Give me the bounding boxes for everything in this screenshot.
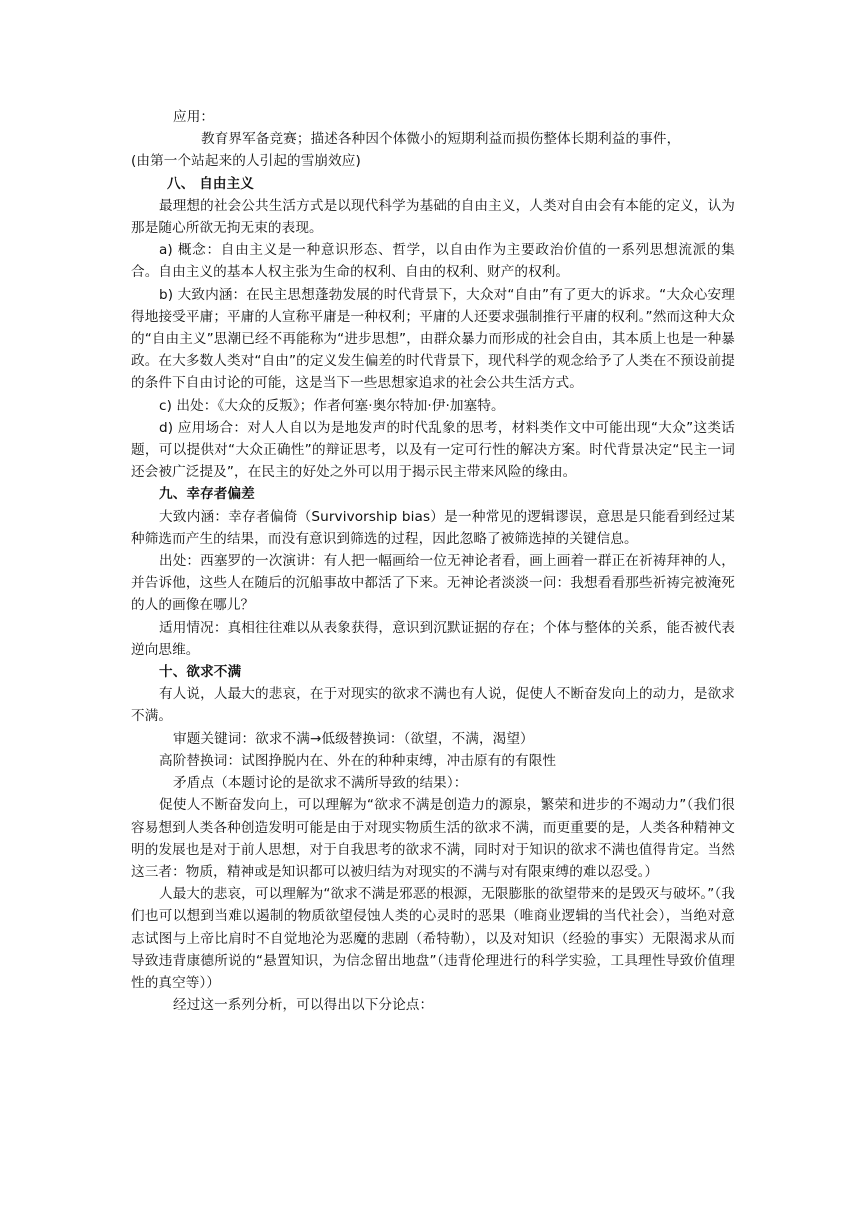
section-8-intro: 最理想的社会公共生活方式是以现代科学为基础的自由主义，人类对自由会有本能的定义，认为那是随心所欲无拘无束的表现。: [131, 197, 735, 237]
apply-label: 应用：: [173, 109, 215, 125]
section-10-advanced-keywords: 高阶替换词：试图挣脱内在、外在的种种束缚，冲击原有的有限性: [159, 752, 557, 769]
section-9-heading: 九、幸存者偏差: [159, 486, 255, 503]
apply-note: (由第一个站起来的人引起的雪崩效应): [131, 153, 361, 170]
section-10-prompt: 有人说，人最大的悲哀，在于对现实的欲求不满也有人说，促使人不断奋发向上的动力，是欲求不满。: [131, 686, 735, 725]
section-8-meaning: b) 大致内涵：在民主思想蓬勃发展的时代背景下，大众对“自由”有了更大的诉求。“大众心安理得地接受平庸；平庸的人宣称平庸是一种权利；平庸的人还要求强制推行平庸的权利。”然而这种大众的“自由主义”思潮已经不再能称为“进步思想”，由群众暴力而形成的社会自由，其本质上也是一种暴政。在大多数人类对“自由”的定义发生偏差的时代背景下，现代科学的观念给予了人类在不预设前提的条件下自由讨论的可能，这是当下一些思想家追求的社会公共生活方式。: [131, 286, 735, 392]
section-8-source: c) 出处：《大众的反叛》；作者何塞·奥尔特加·伊·加塞特。: [159, 397, 505, 414]
section-10-positive: 促使人不断奋发向上，可以理解为“欲求不满是创造力的源泉，繁荣和进步的不竭动力”（我们很容易想到人类各种创造发明可能是由于对现实物质生活的欲求不满，而更重要的是，人类各种精神文明的发展也是对于前人思想，对于自我思考的欲求不满，同时对于知识的欲求不满也值得肯定。当然这三者：物质，精神或是知识都可以被归结为对现实的不满与对有限束缚的难以忍受。）: [131, 797, 735, 880]
section-9-usage: 适用情况：真相往往难以从表象获得，意识到沉默证据的存在；个体与整体的关系，能否被代表逆向思维。: [131, 619, 735, 658]
section-10-focus: 矛盾点（本题讨论的是欲求不满所导致的结果）：: [173, 775, 468, 792]
section-8-heading: 八、 自由主义: [167, 175, 254, 192]
section-9-source: 出处：西塞罗的一次演讲：有人把一幅画给一位无神论者看，画上画着一群正在祈祷拜神的人，并告诉他，这些人在随后的沉船事故中都活了下来。无神论者淡淡一问：我想看看那些祈祷完被淹死的人的画像在哪儿？: [131, 553, 735, 614]
section-10-conclusion: 经过这一系列分析，可以得出以下分论点：: [173, 997, 434, 1014]
section-8-application: d) 应用场合：对人人自以为是地发声的时代乱象的思考，材料类作文中可能出现“大众”这类话题，可以提供对“大众正确性”的辩证思考，以及有一定可行性的解决方案。时代背景决定“民主一词还会被广泛提及”，在民主的好处之外可以用于揭示民主带来风险的缘由。: [131, 419, 735, 481]
section-10-keywords: 审题关键词：欲求不满→低级替换词：（欲望，不满，渴望）: [173, 730, 534, 747]
section-9-meaning: 大致内涵：幸存者偏倚（Survivorship bias）是一种常见的逻辑谬误，意思是只能看到经过某种筛选而产生的结果，而没有意识到筛选的过程，因此忽略了被筛选掉的关键信息。: [131, 508, 735, 547]
section-8-concept: a) 概念：自由主义是一种意识形态、哲学，以自由作为主要政治价值的一系列思想流派的集合。自由主义的基本人权主张为生命的权利、自由的权利、财产的权利。: [131, 242, 735, 281]
section-10-heading: 十、欲求不满: [159, 664, 242, 681]
document-body: [131, 106, 735, 1016]
section-10-negative: 人最大的悲哀，可以理解为“欲求不满是邪恶的根源，无限膨胀的欲望带来的是毁灭与破坏。”（我们也可以想到当难以遏制的物质欲望侵蚀人类的心灵时的恶果（唯商业逻辑的当代社会），当绝对意志试图与上帝比肩时不自觉地沦为恶魔的悲剧（希特勒），以及对知识（经验的事实）无限渴求从而导致违背康德所说的“悬置知识，为信念留出地盘”（违背伦理进行的科学实验，工具理性导致价值理性的真空等））: [131, 886, 735, 991]
apply-text: 教育界军备竞赛；描述各种因个体微小的短期利益而损伤整体长期利益的事件，: [201, 131, 681, 148]
